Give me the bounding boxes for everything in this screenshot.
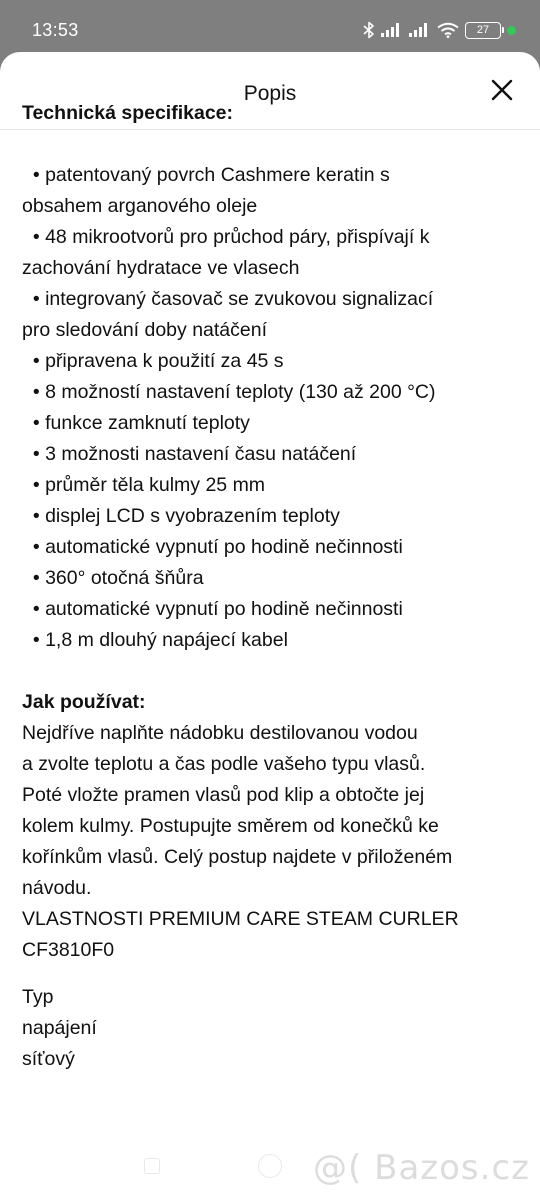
type-line: Typ (22, 986, 54, 1008)
usage-line: a zvolte teplotu a čas podle vašeho typu vlasů. (22, 753, 426, 775)
spec-line: • 3 možnosti nastavení času natáčení (22, 443, 357, 465)
usage-line: kolem kulmy. Postupujte směrem od konečků ke (22, 815, 439, 837)
status-icons (363, 20, 516, 40)
usage-line: CF3810F0 (22, 939, 115, 961)
battery-icon (465, 22, 501, 39)
spec-line: • displej LCD s vyobrazením teploty (22, 505, 340, 527)
spec-list (22, 160, 522, 656)
spacer (22, 129, 522, 160)
spec-heading: Technická specifikace: (22, 102, 233, 124)
usage-line: VLASTNOSTI PREMIUM CARE STEAM CURLER (22, 908, 459, 930)
spec-line: • funkce zamknutí teploty (22, 412, 250, 434)
bazos-watermark: @( Bazos.cz (313, 1148, 530, 1188)
spec-line: • automatické vypnutí po hodině nečinnosti (22, 598, 403, 620)
status-bar (0, 0, 540, 56)
wifi-icon (437, 22, 459, 38)
spec-line: • připravena k použití za 45 s (22, 350, 284, 372)
usage-line: kořínkům vlasů. Celý postup najdete v přiloženém (22, 846, 453, 868)
home-button[interactable] (258, 1154, 282, 1178)
type-info (22, 982, 522, 1075)
spec-line: • patentovaný povrch Cashmere keratin s (22, 164, 390, 186)
signal-icon (381, 22, 403, 38)
spec-line: • 1,8 m dlouhý napájecí kabel (22, 629, 288, 651)
spacer (22, 966, 522, 982)
spec-line: • 360° otočná šňůra (22, 567, 204, 589)
spec-line: • integrovaný časovač se zvukovou signalizací (22, 288, 434, 310)
usage-line: Nejdříve naplňte nádobku destilovanou vodou (22, 722, 418, 744)
usage-heading: Jak používat: (22, 691, 146, 713)
description-content (22, 98, 522, 1075)
recent-apps-button[interactable] (144, 1158, 160, 1174)
sheet-title: Popis (243, 82, 297, 105)
type-line: síťový (22, 1048, 75, 1070)
usage-line: návodu. (22, 877, 92, 899)
spacer (22, 656, 522, 687)
bluetooth-icon (363, 21, 375, 39)
spec-line: • 8 možností nastavení teploty (130 až 200 °C) (22, 381, 436, 403)
status-time: 13:53 (32, 20, 79, 40)
usage-text (22, 718, 522, 966)
battery-level: 27 (476, 24, 490, 36)
spec-line: • automatické vypnutí po hodině nečinnosti (22, 536, 403, 558)
usage-line: Poté vložte pramen vlasů pod klip a obtočte jej (22, 784, 425, 806)
type-line: napájení (22, 1017, 97, 1039)
navigation-bar (0, 1140, 540, 1200)
spec-line: zachování hydratace ve vlasech (22, 257, 300, 279)
charging-dot (507, 26, 516, 35)
spec-line: • 48 mikrootvorů pro průchod páry, přispívají k (22, 226, 430, 248)
spec-line: obsahem arganového oleje (22, 195, 258, 217)
spec-line: pro sledování doby natáčení (22, 319, 268, 341)
spec-line: • průměr těla kulmy 25 mm (22, 474, 266, 496)
signal-icon (409, 22, 431, 38)
